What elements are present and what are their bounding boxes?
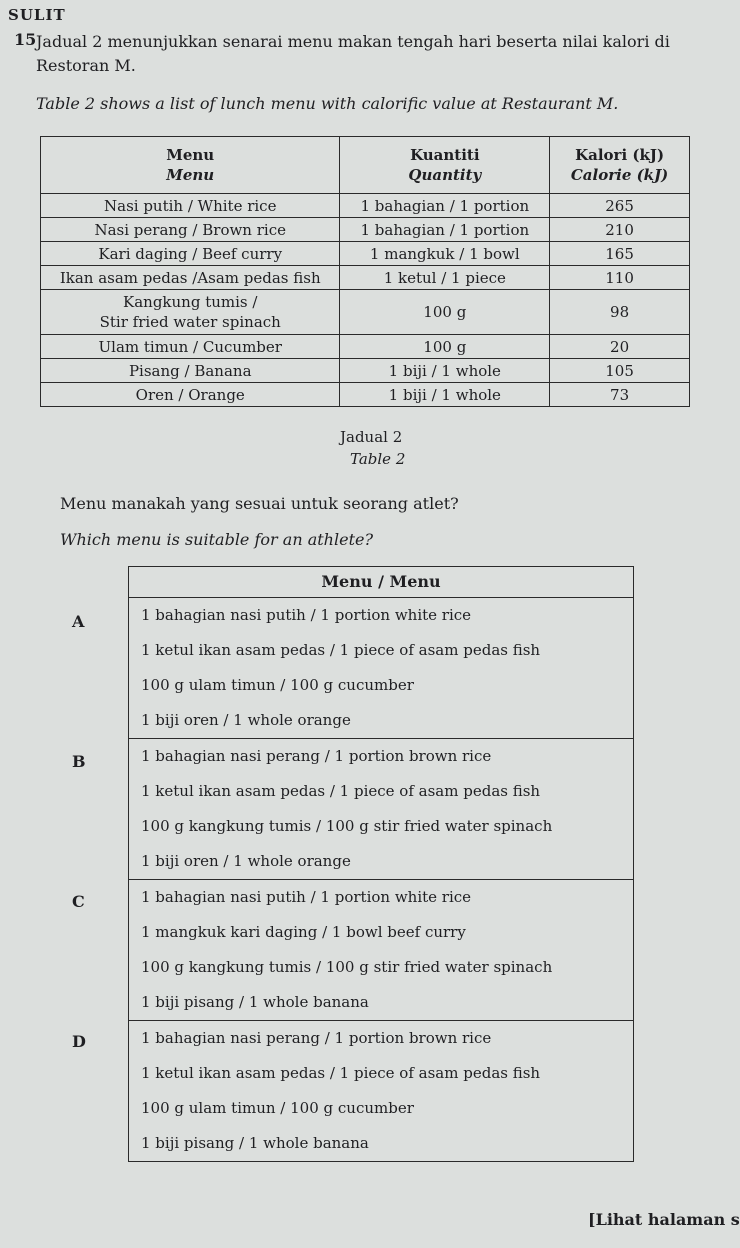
list-item: 1 bahagian nasi putih / 1 portion white rice <box>141 606 472 624</box>
menu-cell: Pisang / Banana <box>41 359 340 383</box>
calorie-cell: 105 <box>550 359 690 383</box>
menu-cell: Kari daging / Beef curry <box>41 242 340 266</box>
calorie-cell: 210 <box>550 218 690 242</box>
option-d-letter[interactable]: D <box>72 1032 86 1051</box>
header-sulit: SULIT <box>8 6 66 24</box>
list-item: 1 biji oren / 1 whole orange <box>141 852 351 870</box>
list-item: 1 bahagian nasi perang / 1 portion brown rice <box>141 747 492 765</box>
quantity-cell: 1 bahagian / 1 portion <box>340 218 550 242</box>
list-item: 1 ketul ikan asam pedas / 1 piece of asam pedas fish <box>141 1064 541 1082</box>
option-a[interactable] <box>129 598 633 739</box>
table-row <box>41 194 690 218</box>
option-c[interactable] <box>129 880 633 1021</box>
option-c-letter[interactable]: C <box>72 892 85 911</box>
calorie-cell: 98 <box>550 290 690 335</box>
option-b-letter[interactable]: B <box>72 752 86 771</box>
list-item: 1 mangkuk kari daging / 1 bowl beef curry <box>141 923 466 941</box>
answer-options-box <box>128 566 634 1162</box>
calorie-cell: 110 <box>550 266 690 290</box>
list-item: 100 g ulam timun / 100 g cucumber <box>141 1099 414 1117</box>
calorie-cell: 73 <box>550 383 690 407</box>
calorie-cell: 265 <box>550 194 690 218</box>
quantity-cell: 1 biji / 1 whole <box>340 383 550 407</box>
list-item: 100 g kangkung tumis / 100 g stir fried water spinach <box>141 817 553 835</box>
table-row <box>41 335 690 359</box>
calorie-table <box>40 136 690 407</box>
quantity-cell: 100 g <box>340 290 550 335</box>
list-item: 100 g ulam timun / 100 g cucumber <box>141 676 414 694</box>
menu-cell: Nasi putih / White rice <box>41 194 340 218</box>
header-menu: Menu Menu <box>41 137 340 194</box>
prompt-english: Which menu is suitable for an athlete? <box>60 530 374 549</box>
table-row <box>41 290 690 335</box>
list-item: 1 ketul ikan asam pedas / 1 piece of asam pedas fish <box>141 641 541 659</box>
list-item: 1 bahagian nasi perang / 1 portion brown rice <box>141 1029 492 1047</box>
option-d[interactable] <box>129 1021 633 1162</box>
header-calorie: Kalori (kJ) Calorie (kJ) <box>550 137 690 194</box>
list-item: 1 biji oren / 1 whole orange <box>141 711 351 729</box>
list-item: 1 biji pisang / 1 whole banana <box>141 993 369 1011</box>
quantity-cell: 1 ketul / 1 piece <box>340 266 550 290</box>
table-caption-english: Table 2 <box>350 450 406 468</box>
option-b[interactable] <box>129 739 633 880</box>
quantity-cell: 1 mangkuk / 1 bowl <box>340 242 550 266</box>
options-header: Menu / Menu <box>129 567 633 598</box>
menu-cell: Ulam timun / Cucumber <box>41 335 340 359</box>
calorie-cell: 20 <box>550 335 690 359</box>
menu-cell: Kangkung tumis / Stir fried water spinach <box>41 290 340 335</box>
table-row <box>41 242 690 266</box>
list-item: 1 bahagian nasi putih / 1 portion white rice <box>141 888 472 906</box>
calorie-cell: 165 <box>550 242 690 266</box>
prompt-malay: Menu manakah yang sesuai untuk seorang atlet? <box>60 494 459 513</box>
table-row <box>41 359 690 383</box>
menu-cell: Oren / Orange <box>41 383 340 407</box>
menu-cell: Ikan asam pedas /Asam pedas fish <box>41 266 340 290</box>
quantity-cell: 1 biji / 1 whole <box>340 359 550 383</box>
next-page-note: [Lihat halaman s <box>588 1210 740 1229</box>
question-text-english: Table 2 shows a list of lunch menu with calorific value at Restaurant M. <box>36 94 619 113</box>
list-item: 100 g kangkung tumis / 100 g stir fried water spinach <box>141 958 553 976</box>
list-item: 1 biji pisang / 1 whole banana <box>141 1134 369 1152</box>
table-header-row <box>41 137 690 194</box>
question-text-malay: Jadual 2 menunjukkan senarai menu makan tengah hari beserta nilai kalori di Restoran M. <box>36 32 670 75</box>
question-number: 15 <box>14 30 37 49</box>
quantity-cell: 100 g <box>340 335 550 359</box>
menu-cell: Nasi perang / Brown rice <box>41 218 340 242</box>
table-row <box>41 383 690 407</box>
option-a-letter[interactable]: A <box>72 612 85 631</box>
quantity-cell: 1 bahagian / 1 portion <box>340 194 550 218</box>
table-row <box>41 266 690 290</box>
header-quantity: Kuantiti Quantity <box>340 137 550 194</box>
table-caption-malay: Jadual 2 <box>340 428 403 446</box>
table-row <box>41 218 690 242</box>
list-item: 1 ketul ikan asam pedas / 1 piece of asam pedas fish <box>141 782 541 800</box>
